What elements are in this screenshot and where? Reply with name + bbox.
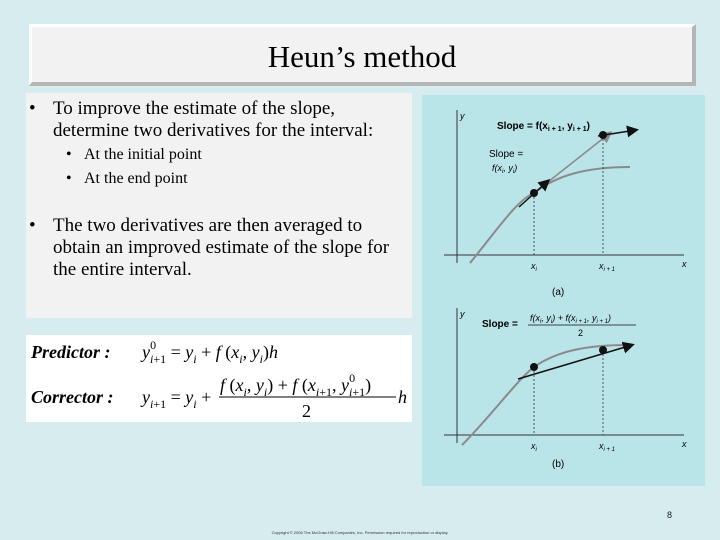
corrector-numerator: f ($x_i$, $y_i) + f$ ($x_i+1$, $y_i+10$ ) [220,371,372,399]
predictor-label: Predictor : [31,342,111,362]
title-box [29,24,696,86]
panel-b-curve [462,345,627,445]
panel-a-point-i [530,189,538,197]
panel-b-point-i1 [599,346,607,354]
sub-bullet-1 [66,144,202,166]
panel-b-denominator: 2 [578,328,584,338]
sub-bullet-2-text: At the end point [84,170,188,187]
bullet-1-line-2: determine two derivatives for the interval: [53,120,374,141]
bullet-dot: • [29,215,36,236]
corrector-h: h [398,387,407,407]
panel-a-label: (a) [552,287,565,298]
panel-b-slope-label: Slope = [482,319,518,330]
panel-a-slope-top: Slope = $f(x_{i + 1}$, $y_{i + 1}$) [497,121,590,133]
panel-a-slope-left: Slope = [489,149,524,160]
sub-bullet-2 [66,168,188,190]
panel-b-x-label: x [682,439,687,449]
panel-b-xi1: $x_{i + 1}$ [599,441,616,453]
bullet-2 [29,215,390,281]
bullet-dot: • [29,98,36,119]
heun-figure [422,95,705,486]
bullet-1 [29,98,374,142]
sub-bullet-1-text: At the initial point [84,146,202,163]
bullet-2-line-2: obtain an improved estimate of the slope for [53,237,390,258]
predictor-equation: $y_i+10 = y_i + f$ ($x_i$, $y_i)h$ [142,338,278,366]
panel-b-slope-numerator: $f(x_i$, $y_i) + f(x_{i + 1}$, $y_{i + 1}$) [530,313,612,325]
bullet-2-line-1: The two derivatives are then averaged to [53,215,363,236]
sub-bullet-dot: • [66,146,72,163]
panel-a-slope-left-arg: $f(x_i$, $y_i$) [492,163,518,175]
panel-b-label: (b) [552,459,565,470]
panel-a-point-i1 [599,131,607,139]
slide-title: Heun’s method [267,39,457,74]
panel-b [444,308,687,470]
panel-b-point-i [530,363,538,371]
formula-box [26,335,412,422]
panel-a-y-label: y [460,111,465,121]
panel-a-x-label: x [682,259,687,269]
corrector-denominator: 2 [302,401,311,421]
bullet-2-line-3: the entire interval. [53,259,192,280]
bullet-1-line-1: To improve the estimate of the slope, [53,98,336,119]
page-number: 8 [667,510,673,520]
formula-svg [26,335,412,422]
panel-a [444,110,687,298]
corrector-label: Corrector : [31,387,114,407]
panel-a-xi: $x_i$ [531,261,537,273]
sub-bullet-dot: • [66,170,72,187]
bullet-text-box [26,93,412,318]
panel-b-y-label: y [460,309,465,319]
corrector-lhs: $y_i+1 = y_i$ + [142,387,212,411]
panel-a-xi1: $x_{i + 1}$ [599,261,616,273]
panel-b-xi: $x_i$ [531,441,537,453]
figure-svg [422,95,705,486]
copyright-footer: Copyright © 2006 The McGraw-Hill Companies, Inc. Permission required for reproduction or display. [271,530,449,535]
panel-a-curve [470,167,630,263]
